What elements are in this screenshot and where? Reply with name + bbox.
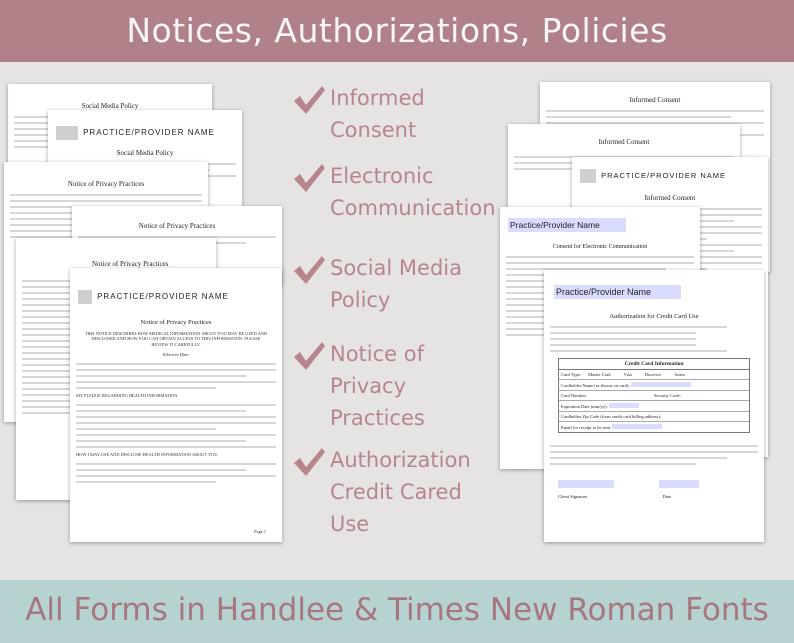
feature-line: Social Media bbox=[330, 256, 463, 280]
doc-title: Consent for Electronic Communication bbox=[552, 244, 648, 250]
feature-line: Informed bbox=[330, 86, 425, 110]
email-row bbox=[559, 422, 749, 432]
zip-row bbox=[559, 412, 749, 422]
logo-placeholder bbox=[580, 169, 596, 183]
logo-placeholder bbox=[56, 126, 78, 140]
doc-title: Authorization for Credit Card Use bbox=[609, 313, 699, 320]
doc-body-lines bbox=[76, 363, 276, 389]
top-banner bbox=[0, 0, 794, 62]
provider-header bbox=[56, 122, 242, 141]
logo-placeholder bbox=[78, 290, 92, 304]
feature-line: Authorization bbox=[330, 448, 471, 472]
signature-field bbox=[558, 480, 614, 488]
bottom-banner bbox=[0, 580, 794, 643]
section-heading: MY PLEDGE REGARDING HEALTH INFORMATION bbox=[76, 393, 178, 399]
box-title: Credit Card Information bbox=[559, 359, 749, 370]
checkmark-icon bbox=[292, 254, 326, 286]
feature-line: Policy bbox=[330, 288, 391, 312]
doc-body-lines bbox=[550, 445, 758, 465]
provider-name: PRACTICE/PROVIDER NAME bbox=[97, 292, 229, 301]
doc-body-lines bbox=[76, 404, 276, 448]
checkmark-icon bbox=[292, 84, 326, 116]
card-type-label: Card Type: bbox=[561, 372, 581, 377]
doc-title: Social Media Policy bbox=[116, 149, 174, 157]
feature-line: Credit Cared bbox=[330, 480, 462, 504]
holder-row bbox=[559, 380, 749, 391]
doc-intro: THIS NOTICE DESCRIBES HOW MEDICAL INFORMATION ABOUT YOU MAY BE USED AND DISCLOSED AND HOW YOU CAN OBTAIN ACCESS TO THIS INFORMATION. PLEASE REVIEW IT CAREFULLY. bbox=[84, 331, 268, 347]
provider-name: PRACTICE/PROVIDER NAME bbox=[83, 128, 215, 137]
doc-title: Informed Consent bbox=[629, 96, 681, 104]
doc-title: Informed Consent bbox=[644, 194, 696, 202]
signature-fields bbox=[558, 473, 764, 492]
feature-line: Practices bbox=[330, 406, 425, 430]
doc-title: Social Media Policy bbox=[81, 102, 139, 110]
security-label: Security Code: bbox=[654, 393, 681, 398]
page-number: Page 1 bbox=[254, 529, 266, 534]
card-option: Discover bbox=[644, 372, 661, 377]
section-heading: HOW I MAY USE AND DISCLOSE HEALTH INFORMATION ABOUT YOU bbox=[76, 452, 218, 458]
card-type-row bbox=[559, 370, 749, 380]
feature-line: Privacy bbox=[330, 374, 407, 398]
number-row bbox=[559, 391, 749, 401]
holder-label: Cardholder Name (as shown on card): bbox=[561, 383, 630, 388]
doc-body-lines bbox=[76, 463, 276, 483]
doc-title: Notice of Privacy Practices bbox=[140, 319, 212, 326]
expiry-field bbox=[609, 403, 639, 408]
holder-field bbox=[631, 382, 691, 387]
number-label: Card Number: bbox=[561, 393, 587, 398]
card-option: Visa bbox=[623, 372, 632, 377]
card-option: Master Card bbox=[588, 372, 611, 377]
checkmark-icon bbox=[292, 446, 326, 478]
date-label: Date bbox=[662, 494, 671, 499]
provider-header bbox=[78, 286, 282, 305]
email-field bbox=[612, 424, 662, 429]
feature-line: Electronic bbox=[330, 164, 434, 188]
provider-name: Practice/Provider Name bbox=[554, 285, 681, 299]
footer-text: All Forms in Handlee & Times New Roman Fonts bbox=[25, 592, 769, 628]
expiry-row bbox=[559, 401, 749, 412]
checkmark-icon bbox=[292, 340, 326, 372]
card-option: Amex bbox=[674, 372, 686, 377]
email-label: Email for receipt to be sent: bbox=[561, 425, 612, 430]
checkmark-icon bbox=[292, 162, 326, 194]
doc-body-lines bbox=[550, 326, 758, 352]
feature-line: Communication bbox=[330, 196, 496, 220]
credit-card-info-box bbox=[558, 358, 750, 433]
signature-label: Client Signature bbox=[558, 494, 588, 499]
doc-privacy-practices-front bbox=[70, 268, 282, 542]
feature-line: Notice of bbox=[330, 342, 425, 366]
date-field bbox=[659, 480, 699, 488]
signature-labels bbox=[558, 494, 764, 499]
page-title: Notices, Authorizations, Policies bbox=[126, 11, 668, 50]
doc-title: Informed Consent bbox=[598, 138, 650, 146]
doc-title: Notice of Privacy Practices bbox=[67, 180, 145, 188]
expiry-label: Expiration Date (mm/yy): bbox=[561, 404, 608, 409]
provider-name: PRACTICE/PROVIDER NAME bbox=[601, 171, 727, 180]
doc-credit-card-authorization bbox=[544, 270, 764, 542]
feature-line: Use bbox=[330, 512, 370, 536]
doc-title: Notice of Privacy Practices bbox=[138, 222, 216, 230]
provider-header bbox=[508, 213, 700, 232]
doc-title: Notice of Privacy Practices bbox=[92, 260, 169, 268]
zip-label: Cardholder Zip Code (from credit card billing address): bbox=[561, 414, 662, 419]
provider-header bbox=[554, 280, 764, 299]
feature-line: Consent bbox=[330, 118, 417, 142]
provider-name: Practice/Provider Name bbox=[508, 218, 626, 232]
effective-date: Effective Date: bbox=[162, 352, 190, 358]
provider-header bbox=[580, 165, 768, 184]
